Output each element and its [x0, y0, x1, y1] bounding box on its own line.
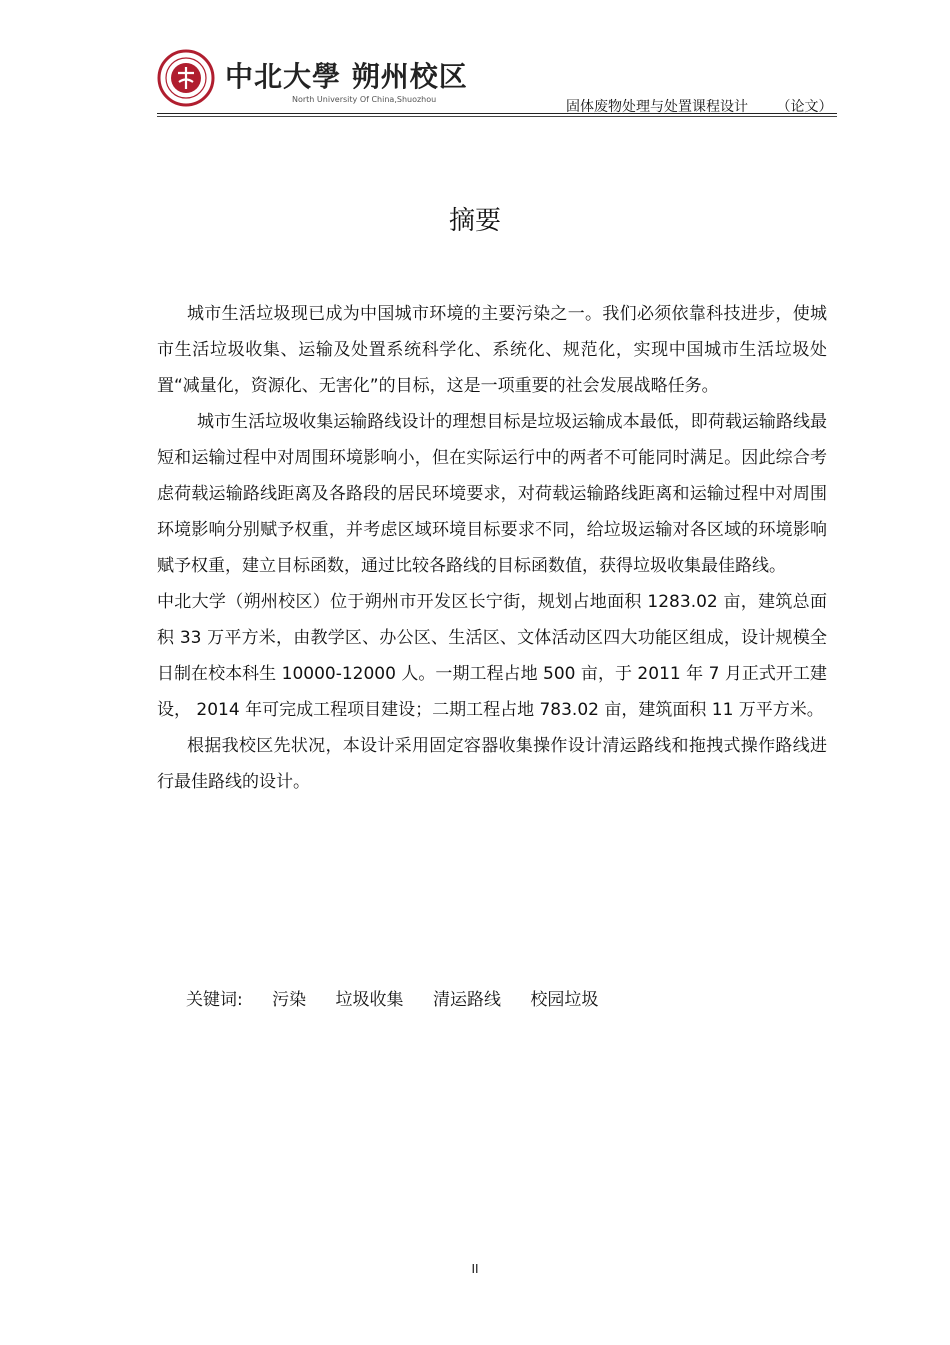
logo-english-name: North University Of China,Shuozhou: [292, 95, 437, 104]
page-number: II: [471, 1262, 479, 1276]
university-logo: [157, 47, 468, 109]
abstract-paragraph-3: 中北大学（朔州校区）位于朔州市开发区长宁街，规划占地面积 1283.02 亩，建筑总面积 33 万平方米，由教学区、办公区、生活区、文体活动区四大功能区组成，设计规模全日制在校本科生 10000-12000 人。一期工程占地 500 亩，于 2011 年 7 月正式开工建设， 2014 年可完成工程项目建设；二期工程占地 783.02 亩，建筑面积 11 万平方米。: [157, 592, 827, 720]
header-rule: [157, 113, 837, 114]
logo-chinese-name: 中北大學 朔州校区: [225, 60, 468, 93]
keyword-item: 清运路线: [432, 990, 501, 1010]
keyword-item: 垃圾收集: [335, 990, 404, 1010]
course-title: 固体废物处理与处置课程设计: [566, 99, 748, 115]
header-rule-thin: [157, 116, 837, 117]
abstract-paragraph-2: 城市生活垃圾收集运输路线设计的理想目标是垃圾运输成本最低，即荷载运输路线最短和运输过程中对周围环境影响小，但在实际运行中的两者不可能同时满足。因此综合考虑荷载运输路线距离及各路段的居民环境要求，对荷载运输路线距离和运输过程中对周围环境影响分别赋予权重，并考虑区域环境目标要求不同，给垃圾运输对各区域的环境影响赋予权重，建立目标函数，通过比较各路线的目标函数值，获得垃圾收集最佳路线。: [157, 412, 827, 576]
university-seal-icon: [157, 49, 215, 107]
abstract-paragraph-1: 城市生活垃圾现已成为中国城市环境的主要污染之一。我们必须依靠科技进步，使城市生活垃圾收集、运输及处置系统科学化、系统化、规范化，实现中国城市生活垃圾处置“减量化，资源化、无害化”的目标，这是一项重要的社会发展战略任务。: [157, 304, 827, 396]
keywords-label: 关键词:: [186, 990, 243, 1010]
keywords-line: [186, 985, 622, 1010]
abstract-title: 摘要: [448, 206, 501, 236]
abstract-paragraph-4: 根据我校区先状况，本设计采用固定容器收集操作设计清运路线和拖拽式操作路线进行最佳路线的设计。: [157, 736, 827, 792]
keyword-item: 校园垃圾: [530, 990, 599, 1010]
abstract-body: [157, 296, 827, 800]
document-type: （论文）: [776, 99, 833, 115]
keyword-item: 污染: [272, 990, 307, 1010]
